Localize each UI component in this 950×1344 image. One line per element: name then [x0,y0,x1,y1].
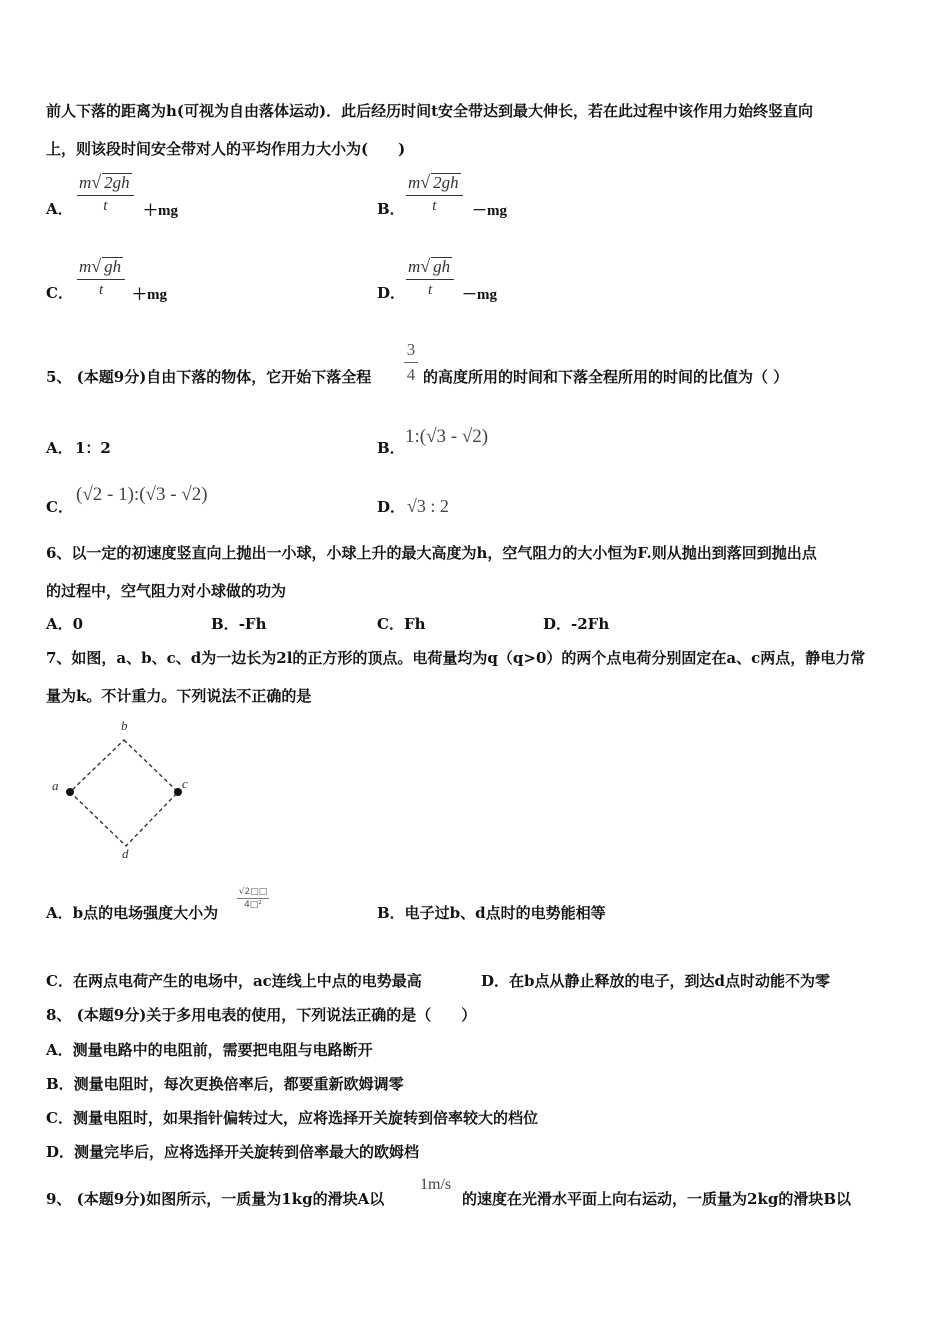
q6-option-b-label: B． [211,615,239,633]
q4-option-c-fraction: m√ gh t [77,256,125,299]
q5-option-d-expression: √3 : 2 [407,496,449,516]
q4-option-c-denominator: t [99,282,104,298]
q4-option-d-denominator: t [428,282,433,298]
q5-option-a-label: A． [46,439,73,457]
q6-option-a-text: 0 [72,615,84,633]
q6-option-a-label: A． [46,615,73,633]
q6-option-b-text: -Fh [238,615,267,633]
q7-option-a-fraction [237,887,269,910]
q6-option-a [46,614,83,634]
q6-option-b [211,614,266,634]
q4-option-b-denominator: t [432,198,437,214]
q4-option-c-tail: ＋mg [132,287,167,303]
q4-option-c-label: C． [46,284,73,302]
q7-stem-line1: 7、如图，a、b、c、d为一边长为2l的正方形的顶点。电荷量均为q（q>0）的两个点电荷分别固定在a、c两点，静电力常 [46,649,866,667]
q6-option-d-label: D． [543,615,572,633]
q6-stem-line2: 的过程中，空气阻力对小球做的功为 [46,582,287,600]
q4-option-b-fraction: m√ 2gh t [406,172,463,215]
q8-stem: 8、 (本题9分)关于多用电表的使用，下列说法正确的是（ ） [46,1006,477,1024]
vertex-d-label: d [122,846,129,861]
q4-stem-line2: 上，则该段时间安全带对人的平均作用力大小为( ) [46,140,406,158]
q4-stem-line1: 前人下落的距离为h(可视为自由落体运动)．此后经历时间t安全带达到最大伸长，若在此过程中该作用力始终竖直向 [46,102,814,120]
q4-option-b-label: B． [377,200,405,218]
q4-option-d-label: D． [377,284,406,302]
vertex-b-label: b [121,718,128,733]
charge-c-dot [174,788,182,796]
q5-option-c-expression: (√2 - 1):(√3 - √2) [76,484,208,505]
q7-option-a-text: A．b点的电场强度大小为 [46,904,219,922]
q4-option-a-tail: ＋mg [143,203,178,219]
q9-stem-suffix: 的速度在光滑水平面上向右运动，一质量为2kg的滑块B以 [462,1190,851,1208]
vertex-a-label: a [52,778,59,793]
q4-option-d-fraction: m√ gh t [406,256,454,299]
q8-option-a: A．测量电路中的电阻前，需要把电阻与电路断开 [46,1041,373,1059]
square-charge-diagram [46,712,206,862]
q7-option-d: D．在b点从静止释放的电子，到达d点时动能不为零 [481,972,830,990]
q5-fraction-numerator: 3 [406,340,416,359]
q6-option-c [377,614,426,634]
q7-option-a-frac-den: 4□² [244,900,262,910]
q4-option-b-tail: －mg [472,203,507,219]
q7-stem-line2: 量为k。不计重力。下列说法不正确的是 [46,687,312,705]
q4-option-a-fraction: m√ 2gh t [77,172,134,215]
q8-option-b: B．测量电阻时，每次更换倍率后，都要重新欧姆调零 [46,1075,404,1093]
q6-option-c-text: Fh [403,615,426,633]
q5-stem-prefix: 5、 (本题9分)自由下落的物体，它开始下落全程 [46,368,372,386]
q6-option-d-text: -2Fh [571,615,610,633]
q5-option-b-label: B． [377,439,405,457]
q9-stem-prefix: 9、 (本题9分)如图所示，一质量为1kg的滑块A以 [46,1190,385,1208]
q8-option-c: C．测量电阻时，如果指针偏转过大，应将选择开关旋转到倍率较大的档位 [46,1109,538,1127]
q8-option-d: D．测量完毕后，应将选择开关旋转到倍率最大的欧姆档 [46,1143,420,1161]
q4-option-a-denominator: t [103,198,108,214]
q6-option-c-label: C． [377,615,404,633]
dashed-square [70,740,178,846]
q4-option-d-tail: －mg [462,287,497,303]
q5-option-a-text: 1：2 [75,439,111,457]
q9-speed-value: 1m/s [420,1176,452,1193]
q5-option-c-label: C． [46,498,73,516]
q5-fraction [404,340,418,385]
q4-option-a-label: A． [46,200,73,218]
q7-option-b: B．电子过b、d点时的电势能相等 [377,904,606,922]
charge-a-dot [66,788,74,796]
q5-stem-suffix: 的高度所用的时间和下落全程所用的时间的比值为（ ） [423,368,789,386]
q7-option-a-frac-num: √2□□ [238,887,268,897]
q5-option-b-expression: 1:(√3 - √2) [405,426,489,447]
q6-stem-line1: 6、以一定的初速度竖直向上抛出一小球，小球上升的最大高度为h，空气阻力的大小恒为F.则从抛出到落回到抛出点 [46,544,817,562]
q5-fraction-denominator: 4 [406,365,416,384]
q5-option-d-label: D． [377,498,406,516]
q6-option-d [543,614,609,634]
q7-option-c: C．在两点电荷产生的电场中，ac连线上中点的电势最高 [46,972,422,990]
vertex-c-label: c [182,776,188,791]
